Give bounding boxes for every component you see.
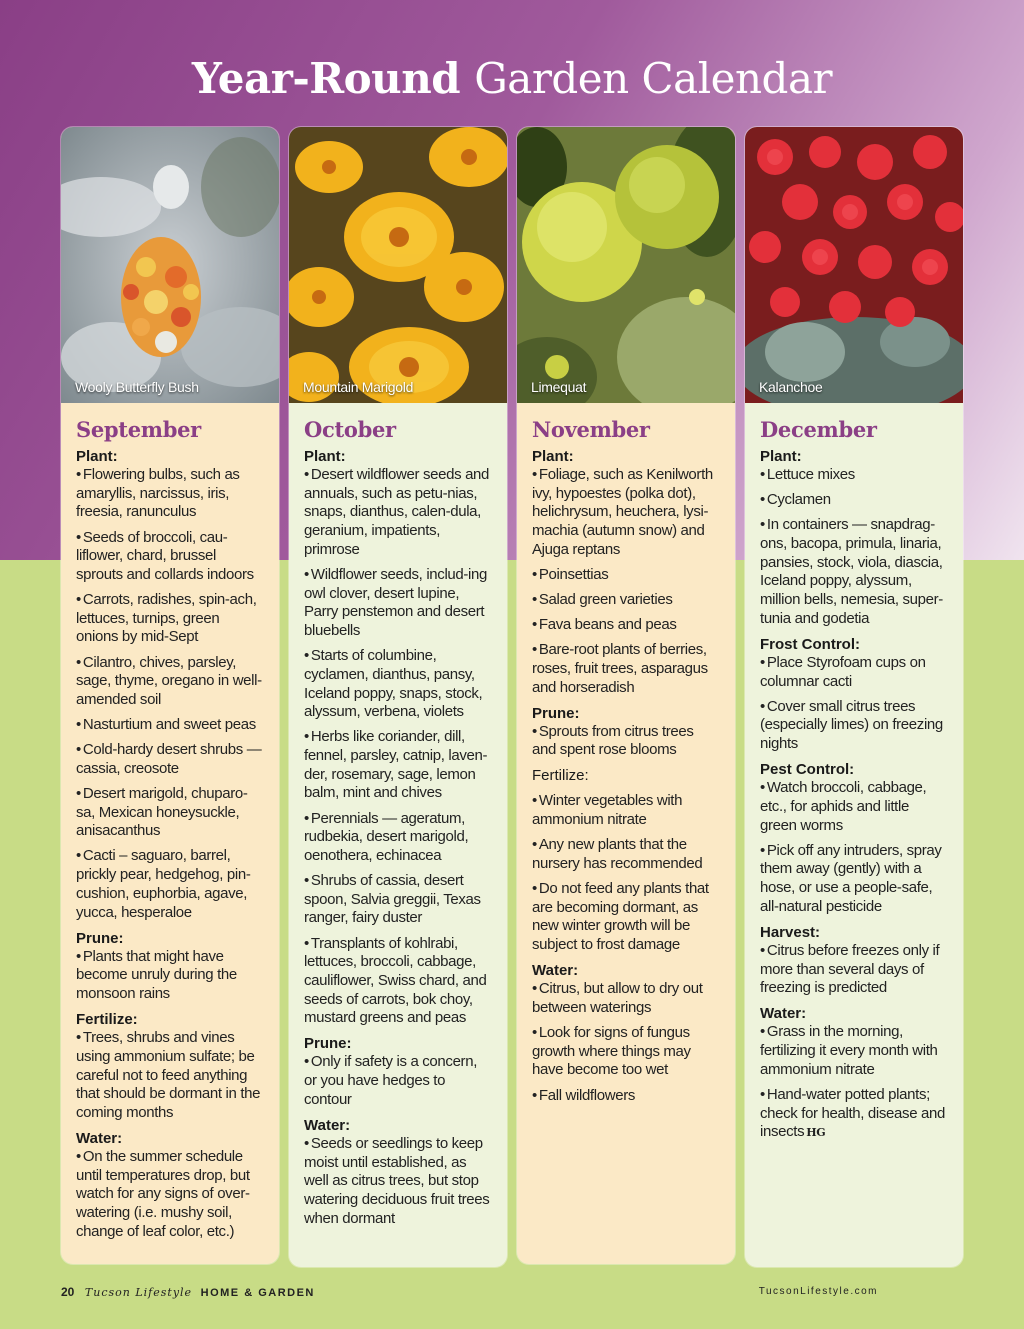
photo-kalanchoe <box>745 127 963 403</box>
column-content <box>289 403 507 1228</box>
item-list <box>532 466 721 697</box>
column-content <box>517 403 735 1105</box>
item-list <box>760 942 949 998</box>
list-item: • Carrots, radishes, spin-ach, lettuces, turnips, green onions by mid-Sept <box>76 591 265 647</box>
section-heading: Plant: <box>760 448 802 465</box>
magazine-name: Tucson Lifestyle <box>84 1286 193 1299</box>
section-heading: Water: <box>76 1130 123 1147</box>
section-heading: Water: <box>304 1116 351 1134</box>
list-item: • Cacti – saguaro, barrel, prickly pear, hedgehog, pin-cushion, euphorbia, agave, yucca, hesperaloe <box>76 847 265 922</box>
column-november <box>517 127 735 1264</box>
item-list <box>760 654 949 754</box>
list-item: • Salad green varieties <box>532 591 721 610</box>
list-item: • Desert marigold, chuparo-sa, Mexican honeysuckle, anisacanthus <box>76 785 265 841</box>
item-list <box>76 1148 265 1242</box>
list-item: • Seeds or seedlings to keep moist until established, as well as citrus trees, but stop watering deciduous fruit trees when dormant <box>304 1135 493 1229</box>
list-item: • Only if safety is a concern, or you have hedges to contour <box>304 1053 493 1109</box>
list-item: • Any new plants that the nursery has recommended <box>532 836 721 873</box>
list-item: • In containers — snapdrag-ons, bacopa, primula, linaria, pansies, stock, viola, diascia, Iceland poppy, alyssum, million bells, nemesia, super-tunia and godetia <box>760 516 949 628</box>
list-item: • Cold-hardy desert shrubs — cassia, creosote <box>76 741 265 778</box>
section-heading: Plant: <box>304 448 346 465</box>
list-item: • Foliage, such as Kenilworth ivy, hypoestes (polka dot), helichrysum, heuchera, lysi-machia (autumn snow) and Ajuga reptans <box>532 466 721 560</box>
list-item: • Fava beans and peas <box>532 616 721 635</box>
list-item: • Plants that might have become unruly during the monsoon rains <box>76 948 265 1004</box>
photo-mountain-marigold <box>289 127 507 403</box>
section-heading: Pest Control: <box>760 761 855 779</box>
list-item: • Watch broccoli, cabbage, etc., for aphids and little green worms <box>760 779 949 835</box>
section-name: HOME & GARDEN <box>200 1287 315 1299</box>
list-item: • Pick off any intruders, spray them away (gently) with a hose, or use a people-safe, all-natural pesticide <box>760 842 949 917</box>
column-content <box>745 403 963 1143</box>
end-mark: HG <box>806 1126 826 1140</box>
section-heading: Prune: <box>76 929 124 947</box>
list-item: • On the summer schedule until temperatures drop, but watch for any signs of over-watering (i.e. mushy soil, change of leaf color, etc.) <box>76 1148 265 1242</box>
list-item: • Sprouts from citrus trees and spent rose blooms <box>532 723 721 760</box>
item-list <box>304 466 493 1028</box>
title-light: Garden Calendar <box>474 54 833 103</box>
item-list <box>760 779 949 916</box>
list-item: • Grass in the morning, fertilizing it every month with ammonium nitrate <box>760 1023 949 1079</box>
month-heading: October <box>304 417 396 442</box>
item-list <box>76 1029 265 1123</box>
list-item-text: Hand-water potted plants; check for health, disease and insects <box>760 1085 945 1141</box>
list-item: • Winter vegetables with ammonium nitrate <box>532 792 721 829</box>
list-item: • Trees, shrubs and vines using ammonium sulfate; be careful not to feed anything that should be dormant in the coming months <box>76 1029 265 1123</box>
item-list <box>304 1053 493 1109</box>
section-heading: Fertilize: <box>532 767 589 785</box>
list-item: • Transplants of kohlrabi, lettuces, broccoli, cabbage, cauliflower, Swiss chard, and seeds of carrots, bok choy, mustard greens and peas <box>304 935 493 1029</box>
section-heading: Fertilize: <box>76 1011 138 1029</box>
list-item: • Seeds of broccoli, cau-liflower, chard, brussel sprouts and collards indoors <box>76 529 265 585</box>
list-item: • Herbs like coriander, dill, fennel, parsley, catnip, laven-der, rosemary, sage, lemon balm, mint and chives <box>304 728 493 803</box>
photo-caption: Limequat <box>531 379 587 395</box>
list-item: • Do not feed any plants that are becoming dormant, as new winter growth will be subject to frost damage <box>532 880 721 955</box>
item-list <box>76 466 265 922</box>
item-list <box>760 466 949 628</box>
photo-wooly-butterfly-bush <box>61 127 279 403</box>
list-item: • Perennials — ageratum, rudbekia, desert marigold, oenothera, echinacea <box>304 810 493 866</box>
page-title <box>0 54 1024 103</box>
list-item-last <box>760 1086 949 1143</box>
list-item: • Look for signs of fungus growth where things may have become too wet <box>532 1024 721 1080</box>
section-heading: Prune: <box>304 1035 352 1053</box>
title-bold: Year-Round <box>191 54 461 103</box>
section-heading: Prune: <box>532 704 580 722</box>
column-content <box>61 403 279 1242</box>
item-list <box>76 948 265 1004</box>
photo-caption: Mountain Marigold <box>303 379 414 395</box>
column-december <box>745 127 963 1267</box>
item-list <box>532 792 721 954</box>
section-heading: Plant: <box>532 448 574 465</box>
footer-url: TucsonLifestyle.com <box>758 1286 878 1297</box>
list-item: • Citrus, but allow to dry out between waterings <box>532 980 721 1017</box>
list-item: • Place Styrofoam cups on columnar cacti <box>760 654 949 691</box>
month-heading: September <box>76 417 201 442</box>
list-item: • Bare-root plants of berries, roses, fruit trees, asparagus and horseradish <box>532 641 721 697</box>
section-heading: Plant: <box>76 448 118 465</box>
list-item: • Starts of columbine, cyclamen, dianthus, pansy, Iceland poppy, snaps, stock, alyssum, verbena, violets <box>304 647 493 722</box>
list-item: • Cilantro, chives, parsley, sage, thyme, oregano in well-amended soil <box>76 654 265 710</box>
page-number: 20 <box>61 1285 75 1299</box>
list-item: • Lettuce mixes <box>760 466 949 485</box>
list-item: • Citrus before freezes only if more than several days of freezing is predicted <box>760 942 949 998</box>
photo-limequat <box>517 127 735 403</box>
list-item: • Cover small citrus trees (especially limes) on freezing nights <box>760 698 949 754</box>
list-item: • Nasturtium and sweet peas <box>76 716 265 735</box>
section-heading: Harvest: <box>760 923 821 941</box>
column-september <box>61 127 279 1264</box>
list-item: • Poinsettias <box>532 566 721 585</box>
column-october <box>289 127 507 1267</box>
item-list <box>760 1023 949 1143</box>
list-item: • Wildflower seeds, includ-ing owl clover, desert lupine, Parry penstemon and desert bluebells <box>304 566 493 641</box>
section-heading: Frost Control: <box>760 635 860 653</box>
footer-folio <box>61 1285 315 1299</box>
photo-caption: Kalanchoe <box>759 379 823 395</box>
item-list <box>532 723 721 760</box>
item-list <box>532 980 721 1105</box>
section-heading: Water: <box>760 1005 807 1023</box>
list-item: • Fall wildflowers <box>532 1087 721 1106</box>
section-heading: Water: <box>532 962 579 980</box>
photo-caption: Wooly Butterfly Bush <box>75 379 199 395</box>
item-list <box>304 1135 493 1229</box>
list-item: • Cyclamen <box>760 491 949 510</box>
list-item: • Shrubs of cassia, desert spoon, Salvia greggii, Texas ranger, fairy duster <box>304 872 493 928</box>
list-item: • Flowering bulbs, such as amaryllis, narcissus, iris, freesia, ranunculus <box>76 466 265 522</box>
month-heading: November <box>532 417 650 442</box>
list-item: • Desert wildflower seeds and annuals, such as petu-nias, snaps, dianthus, calen-dula, geranium, impatients, primrose <box>304 466 493 560</box>
month-heading: December <box>760 417 877 442</box>
